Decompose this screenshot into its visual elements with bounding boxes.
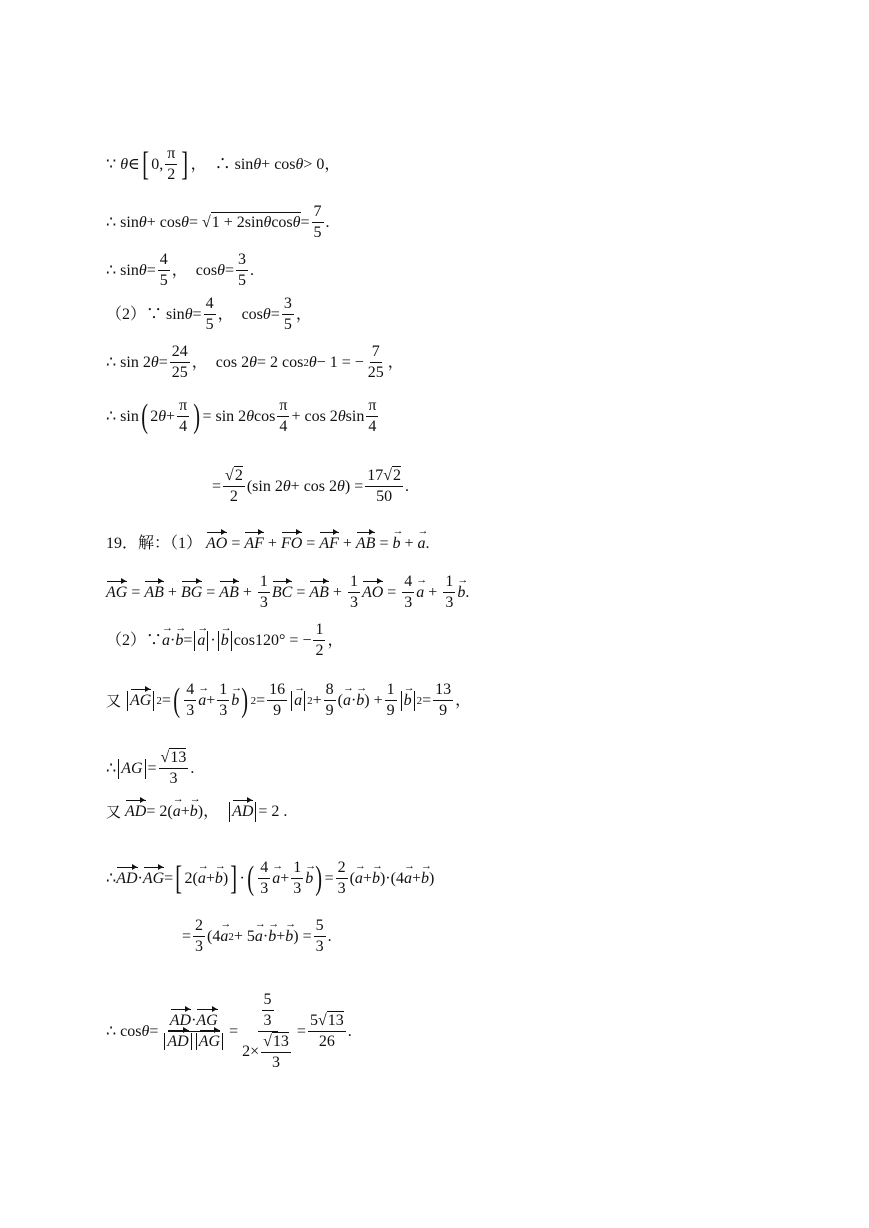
math-line-8: 19．解：（1） AO = AF + FO = AF + AB = → b + → a . <box>106 534 430 554</box>
math-line-3: ∴ sin θ = $\frac{4}{5}$ ， cos θ = $\frac{3}{5}$ . <box>106 251 254 289</box>
math-line-12: ∴ AG = $\frac{√13}{3}$ . <box>106 749 195 787</box>
math-line-7: = $\frac{√2}{2}$ (sin 2 θ + cos 2 θ ) = $\frac{17√2}{50}$ . <box>212 467 410 505</box>
math-line-1: ∵ θ ∈ [ 0, $\frac{\pi}{2}$ ] ， ∴ sin θ + cos θ > 0， <box>106 145 341 183</box>
math-line-4: （2）∵ sin θ = $\frac{4}{5}$ ， cos θ = $\frac{3}{5}$ ， <box>106 295 312 333</box>
math-line-2: ∴ sin θ + cos θ = √ 1 + 2sinθcosθ = $\frac{7}{5}$ . <box>106 203 330 241</box>
math-line-15: = $\frac{2}{3}$ (4 → a 2 + 5 → a · → b + → b ) = $\frac{5}{3}$ . <box>182 916 332 957</box>
math-line-16: ∴ cos θ = $\frac{AD\cdot AG}{\text{AD AG}}$ = $\frac{5}{3}$ 2× $\frac{√13}{3}$ = $\frac{5√13}{26}$ . <box>106 991 352 1071</box>
math-line-11: 又 AG 2 = ( $\frac{4}{3}$ → a + $\frac{1}{3}$ → b ) 2 = $\frac{16}{9}$ → a 2 + $\frac{8}{9}$ ( → a · → b ) + $\frac{1}{9}$ → b 2 = $\frac{13}{9}$ ， <box>106 680 471 721</box>
math-line-14: ∴ AD · AG = [ 2( → a + → b ) ] · ( $\frac{4}{3}$ → a + $\frac{1}{3}$ → b ) = $\frac{2}{3}$ ( → a + → b )·(4 → a + → b ) <box>106 858 434 899</box>
math-line-13: 又 AD = 2( → a + → b )， AD = 2 . <box>106 802 287 822</box>
math-line-6: ∴ sin ( 2 θ + $\frac{\pi}{4}$ ) = sin 2 θ cos $\frac{\pi}{4}$ + cos 2 θ sin $\frac{\pi}{4}$ <box>106 397 377 435</box>
math-line-9: AG = AB + BG = AB + $\frac{1}{3}$ BC = AB + $\frac{1}{3}$ AO = $\frac{4}{3}$ → a + $\frac{1}{3}$ → b . <box>106 572 469 613</box>
math-line-10: （2）∵ → a · → b = → a · → b cos120° = − $\frac{1}{2}$ ， <box>106 620 344 661</box>
math-line-5: ∴ sin 2 θ = $\frac{24}{25}$ ， cos 2 θ = 2 cos 2 θ − 1 = − $\frac{7}{25}$ ， <box>106 343 404 381</box>
